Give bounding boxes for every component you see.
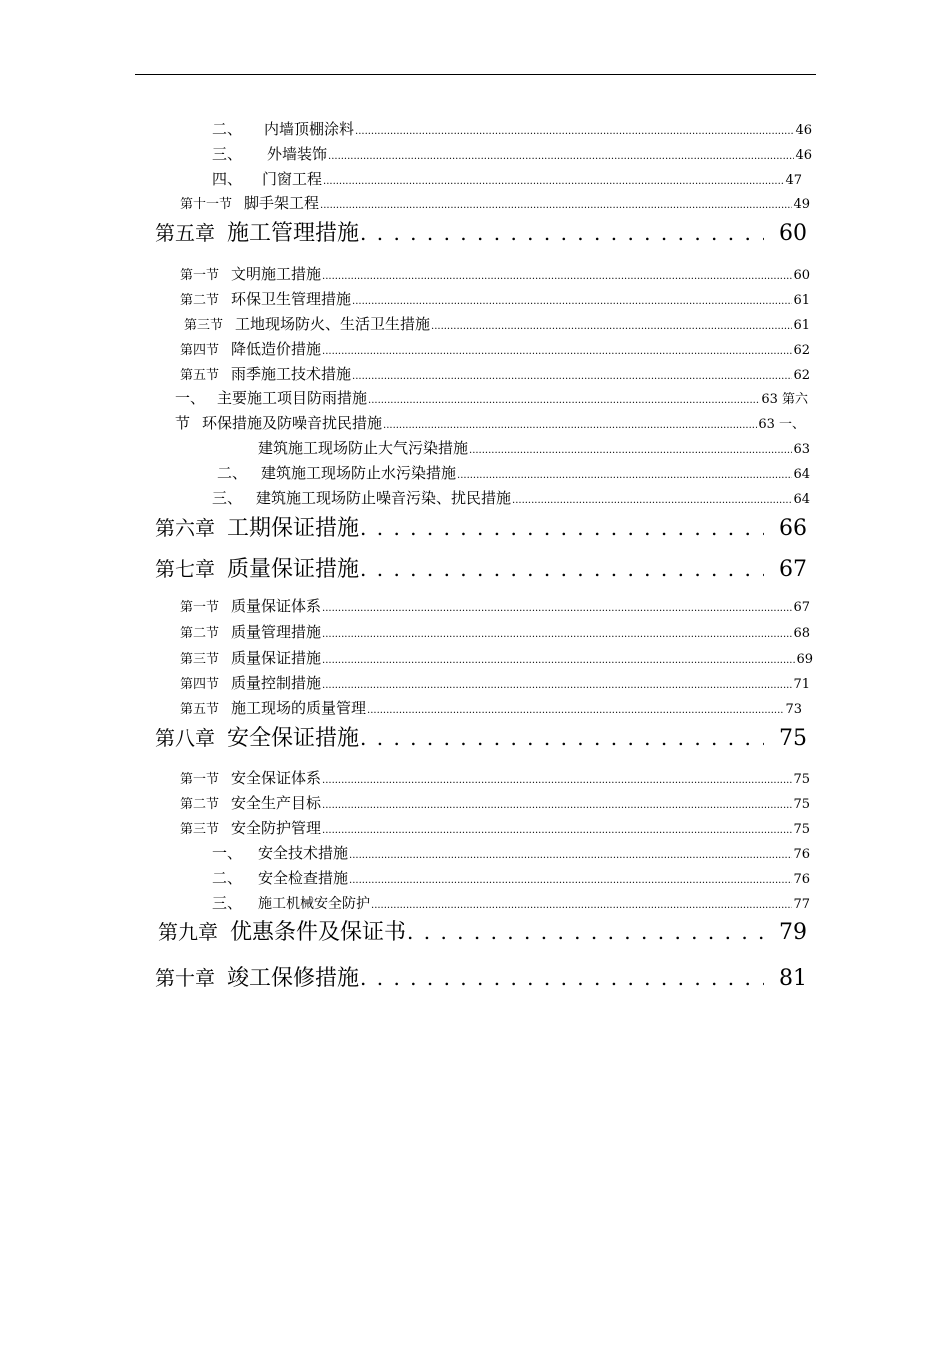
toc-page: 61	[793, 293, 810, 308]
toc-prefix: 第一节	[180, 600, 220, 615]
toc-prefix: 第一节	[180, 268, 220, 283]
toc-leader	[360, 221, 764, 246]
toc-title: 安全生产目标	[231, 794, 322, 812]
toc-page: 76	[793, 847, 810, 862]
toc-leader	[322, 769, 792, 787]
toc-prefix: 二、	[212, 120, 243, 138]
toc-page: 81	[779, 966, 807, 991]
toc-leader	[368, 389, 760, 407]
toc-page: 79	[779, 920, 807, 945]
toc-prefix: 三、	[212, 894, 243, 912]
toc-title: 脚手架工程	[244, 194, 320, 212]
toc-page: 75	[779, 726, 807, 751]
toc-title: 文明施工措施	[231, 265, 322, 283]
toc-leader	[367, 699, 784, 717]
toc-prefix: 第五节	[180, 702, 220, 717]
toc-prefix: 第六章	[155, 516, 215, 540]
toc-page: 60	[793, 268, 810, 283]
toc-leader	[355, 120, 794, 138]
toc-leader	[322, 265, 792, 283]
toc-prefix: 第三节	[180, 652, 220, 667]
toc-page: 66	[779, 516, 807, 541]
toc-leader	[371, 894, 792, 912]
toc-entry[interactable]	[212, 892, 810, 913]
toc-chapter[interactable]	[155, 511, 807, 542]
toc-chapter[interactable]	[155, 961, 807, 992]
toc-prefix: 第九章	[158, 920, 218, 944]
toc-page: 49	[793, 197, 810, 212]
toc-page: 76	[793, 872, 810, 887]
toc-entry[interactable]	[180, 263, 810, 284]
toc-entry[interactable]	[212, 842, 810, 863]
toc-prefix: 第一节	[180, 772, 220, 787]
toc-leader	[323, 170, 784, 188]
header-rule	[135, 74, 816, 75]
toc-page: 46	[795, 123, 812, 138]
toc-prefix: 三、	[212, 489, 243, 507]
toc-leader	[352, 365, 792, 383]
toc-leader	[469, 439, 792, 457]
toc-prefix: 第五章	[155, 221, 215, 245]
toc-title: 安全检查措施	[258, 869, 349, 887]
toc-leader	[457, 464, 792, 482]
toc-leader	[383, 414, 757, 432]
toc-title: 降低造价措施	[231, 340, 322, 358]
toc-leader	[360, 726, 764, 751]
toc-title: 安全防护管理	[231, 819, 322, 837]
toc-title: 内墙顶棚涂料	[264, 120, 355, 138]
toc-entry[interactable]	[212, 867, 810, 888]
toc-leader	[360, 516, 764, 541]
toc-title: 环保卫生管理措施	[231, 290, 352, 308]
toc-title: 优惠条件及保证书	[230, 920, 407, 945]
toc-title: 工期保证措施	[227, 516, 360, 541]
toc-page: 64	[793, 492, 810, 507]
toc-page: 73	[785, 702, 802, 717]
toc-entry[interactable]	[175, 387, 808, 408]
toc-entry[interactable]	[180, 647, 813, 668]
toc-prefix: 四、	[212, 170, 243, 188]
toc-page: 68	[793, 626, 810, 641]
toc-leader	[512, 489, 792, 507]
toc-leader	[322, 674, 792, 692]
toc-title: 外墙装饰	[267, 145, 328, 163]
toc-entry[interactable]	[180, 192, 810, 213]
toc-entry[interactable]	[180, 595, 810, 616]
toc-page: 47	[785, 173, 802, 188]
toc-entry[interactable]	[180, 338, 810, 359]
toc-page: 61	[793, 318, 810, 333]
toc-title: 建筑施工现场防止水污染措施	[261, 464, 457, 482]
toc-prefix: 第四节	[180, 677, 220, 692]
toc-leader	[328, 145, 794, 163]
toc-title: 建筑施工现场防止噪音污染、扰民措施	[256, 489, 512, 507]
toc-leader	[407, 920, 764, 945]
toc-page: 63 第六	[761, 392, 808, 407]
toc-title: 工地现场防火、生活卫生措施	[235, 315, 431, 333]
toc-leader	[360, 557, 764, 582]
toc-entry[interactable]	[212, 168, 802, 189]
toc-prefix: 节	[175, 414, 191, 432]
toc-prefix: 二、	[217, 464, 248, 482]
toc-leader	[349, 844, 792, 862]
toc-entry[interactable]	[184, 313, 810, 334]
toc-page: 75	[793, 822, 810, 837]
toc-title: 环保措施及防噪音扰民措施	[202, 414, 383, 432]
toc-leader	[322, 597, 792, 615]
toc-page: 75	[793, 797, 810, 812]
toc-leader	[322, 623, 792, 641]
toc-leader	[360, 966, 764, 991]
toc-entry[interactable]	[180, 817, 810, 838]
toc-page: 67	[779, 557, 807, 582]
toc-entry[interactable]	[180, 792, 810, 813]
toc-chapter[interactable]	[155, 216, 807, 247]
toc-leader	[322, 340, 792, 358]
toc-page: 75	[793, 772, 810, 787]
toc-prefix: 第七章	[155, 557, 215, 581]
toc-chapter[interactable]	[155, 552, 807, 583]
toc-entry[interactable]	[180, 697, 802, 718]
toc-entry[interactable]	[212, 487, 810, 508]
toc-title: 安全技术措施	[258, 844, 349, 862]
toc-entry[interactable]	[180, 363, 810, 384]
toc-prefix: 第三节	[184, 318, 224, 333]
toc-entry[interactable]	[180, 767, 810, 788]
toc-entry[interactable]	[180, 621, 810, 642]
toc-title: 安全保证体系	[231, 769, 322, 787]
toc-page: 62	[793, 343, 810, 358]
toc-page: 69	[796, 652, 813, 667]
toc-title: 竣工保修措施	[227, 966, 360, 991]
toc-title: 门窗工程	[262, 170, 323, 188]
toc-entry[interactable]	[175, 412, 805, 433]
toc-page: 77	[793, 897, 810, 912]
toc-page: 46	[795, 148, 812, 163]
toc-prefix: 第四节	[180, 343, 220, 358]
toc-title: 雨季施工技术措施	[231, 365, 352, 383]
toc-leader	[320, 194, 792, 212]
toc-prefix: 三、	[212, 145, 243, 163]
toc-leader	[352, 290, 792, 308]
toc-leader	[349, 869, 792, 887]
toc-title: 施工管理措施	[227, 221, 360, 246]
toc-leader	[322, 819, 792, 837]
toc-page: 64	[793, 467, 810, 482]
toc-chapter[interactable]	[155, 721, 807, 752]
toc-title: 建筑施工现场防止大气污染措施	[258, 439, 469, 457]
toc-prefix: 第十章	[155, 966, 215, 990]
toc-prefix: 第五节	[180, 368, 220, 383]
toc-leader	[322, 794, 792, 812]
toc-page: 63	[793, 442, 810, 457]
toc-entry[interactable]	[217, 462, 810, 483]
toc-page: 71	[793, 677, 810, 692]
toc-prefix: 第八章	[155, 726, 215, 750]
toc-title: 质量保证体系	[231, 597, 322, 615]
toc-page: 63 一、	[758, 417, 805, 432]
toc-leader	[322, 649, 795, 667]
toc-prefix: 二、	[212, 869, 243, 887]
toc-title: 质量管理措施	[231, 623, 322, 641]
toc-prefix: 第二节	[180, 293, 220, 308]
toc-title: 质量保证措施	[227, 557, 360, 582]
toc-leader	[431, 315, 792, 333]
toc-title: 主要施工项目防雨措施	[217, 389, 368, 407]
toc-page: 67	[793, 600, 810, 615]
toc-title: 质量控制措施	[231, 674, 322, 692]
toc-entry[interactable]	[212, 118, 812, 139]
toc-prefix: 第二节	[180, 797, 220, 812]
toc-entry[interactable]	[180, 672, 810, 693]
toc-title: 施工现场的质量管理	[231, 699, 367, 717]
toc-title: 安全保证措施	[227, 726, 360, 751]
toc-title: 施工机械安全防护	[258, 896, 371, 912]
toc-prefix: 第三节	[180, 822, 220, 837]
toc-title: 质量保证措施	[231, 649, 322, 667]
toc-chapter[interactable]	[158, 915, 807, 946]
toc-entry[interactable]	[258, 437, 810, 458]
toc-prefix: 一、	[175, 389, 206, 407]
toc-page: 60	[779, 221, 807, 246]
toc-entry[interactable]	[212, 143, 812, 164]
toc-entry[interactable]	[180, 288, 810, 309]
toc-page: 62	[793, 368, 810, 383]
toc-prefix: 第二节	[180, 626, 220, 641]
toc-prefix: 第十一节	[180, 197, 233, 212]
toc-prefix: 一、	[212, 844, 243, 862]
